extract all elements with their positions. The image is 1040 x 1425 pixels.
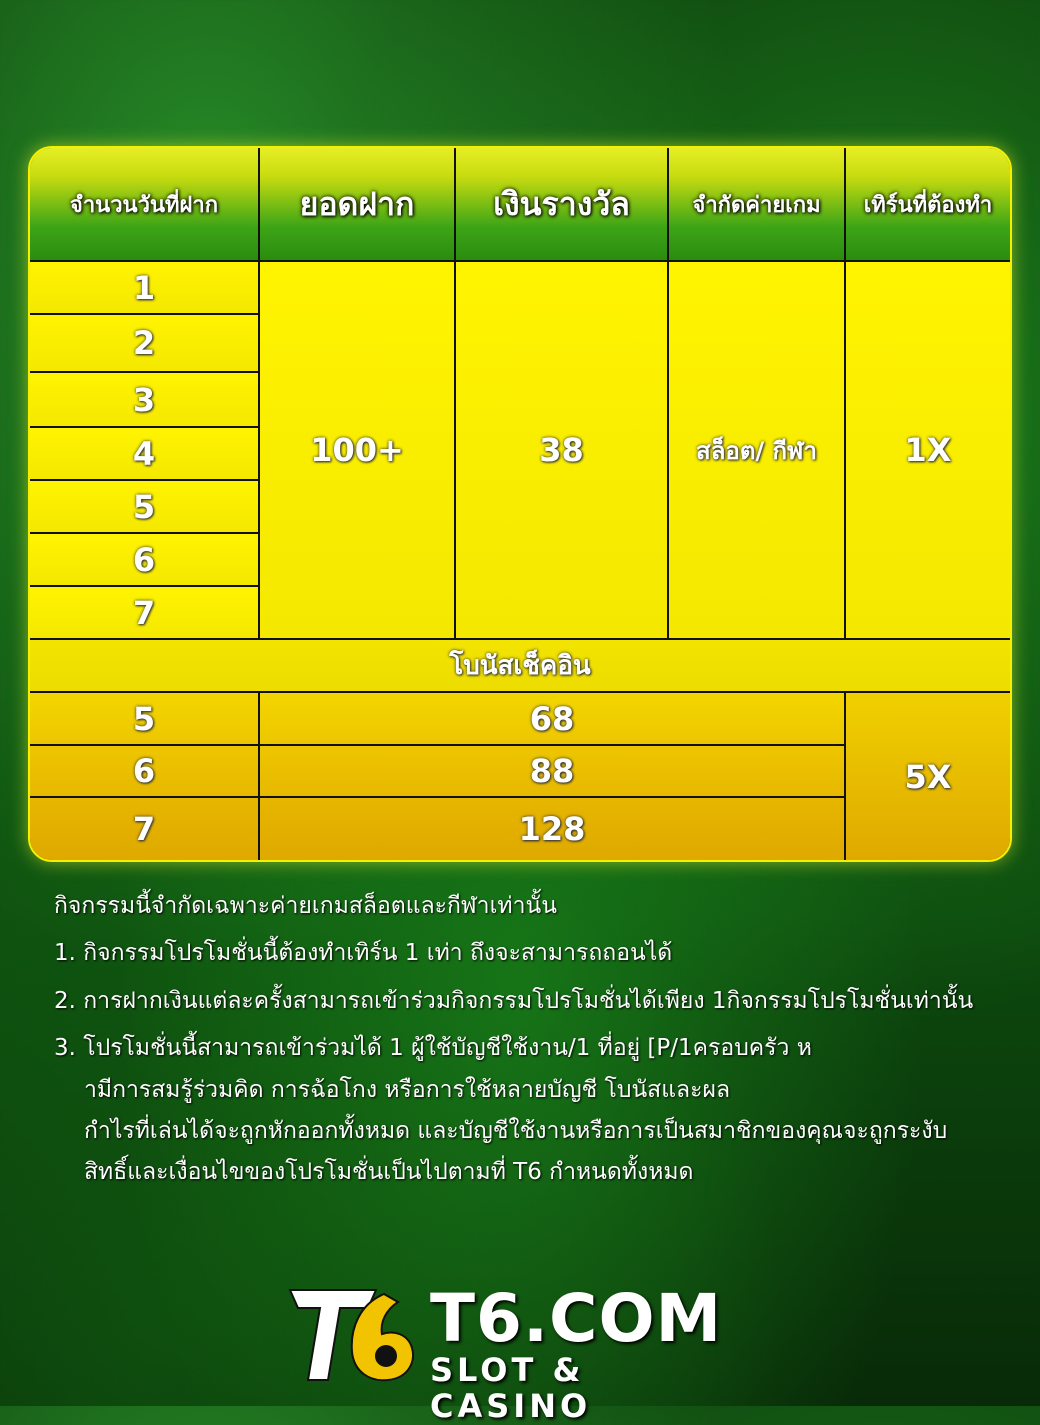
terms-item-3-line-4: สิทธิ์และเงื่อนไขของโปรโมชั่นเป็นไปตามที่ T6 กำหนดทั้งหมด (84, 1159, 694, 1186)
checkin-turnover-value: 5X (846, 693, 1010, 860)
t6-logo-mark-icon (288, 1284, 423, 1384)
deposit-amount-value: 100+ (260, 262, 456, 640)
day-cell: 3 (30, 373, 260, 428)
terms-item-1: 1. กิจกรรมโปรโมชั่นนี้ต้องทำเทิร์น 1 เท่า ถึงจะสามารถถอนได้ (54, 940, 673, 967)
terms-notes (54, 886, 1034, 1194)
day-cell: 1 (30, 262, 260, 315)
header-deposit-amount: ยอดฝาก (260, 148, 456, 262)
checkin-day-cell: 7 (30, 798, 260, 860)
day-cell: 5 (30, 481, 260, 534)
day-cell: 6 (30, 534, 260, 587)
day-cell: 7 (30, 587, 260, 640)
terms-item-3-line-1: 3. โปรโมชั่นนี้สามารถเข้าร่วมได้ 1 ผู้ใช้บัญชีใช้งาน/1 ที่อยู่ [P/1ครอบครัว ห (54, 1035, 812, 1062)
header-game-limit: จำกัดค่ายเกม (669, 148, 846, 262)
header-deposit-days: จำนวนวันที่ฝาก (30, 148, 260, 262)
day-cell: 4 (30, 428, 260, 481)
promotion-table (28, 146, 1012, 862)
terms-intro: กิจกรรมนี้จำกัดเฉพาะค่ายเกมสล็อตและกีฬาเท่านั้น (54, 893, 557, 919)
day-cell: 2 (30, 315, 260, 373)
terms-item-3-line-3: กำไรที่เล่นได้จะถูกหักออกทั้งหมด และบัญชีใช้งานหรือการเป็นสมาชิกของคุณจะถูกระงับ (84, 1117, 948, 1144)
terms-item-2: 2. การฝากเงินแต่ละครั้งสามารถเข้าร่วมกิจกรรมโปรโมชั่นได้เพียง 1กิจกรรมโปรโมชั่นเท่านั้น (54, 987, 974, 1014)
checkin-bonus-cell: 128 (260, 798, 846, 860)
header-reward: เงินรางวัล (456, 148, 669, 262)
checkin-bonus-label: โบนัสเช็คอิน (30, 640, 1010, 693)
checkin-day-cell: 5 (30, 693, 260, 746)
checkin-bonus-cell: 68 (260, 693, 846, 746)
game-limit-value: สล็อต/ กีฬา (669, 262, 846, 640)
reward-value: 38 (456, 262, 669, 640)
checkin-bonus-cell: 88 (260, 746, 846, 798)
brand-tagline: SLOT & CASINO (430, 1351, 592, 1425)
header-turnover: เทิร์นที่ต้องทำ (846, 148, 1010, 262)
checkin-day-cell: 6 (30, 746, 260, 798)
brand-name: T6.COM (430, 1280, 723, 1357)
terms-item-3-line-2: ามีการสมรู้ร่วมคิด การฉ้อโกง หรือการใช้หลายบัญชี โบนัสและผล (84, 1076, 731, 1103)
t6-logo (288, 1280, 728, 1425)
turnover-value: 1X (846, 262, 1010, 640)
